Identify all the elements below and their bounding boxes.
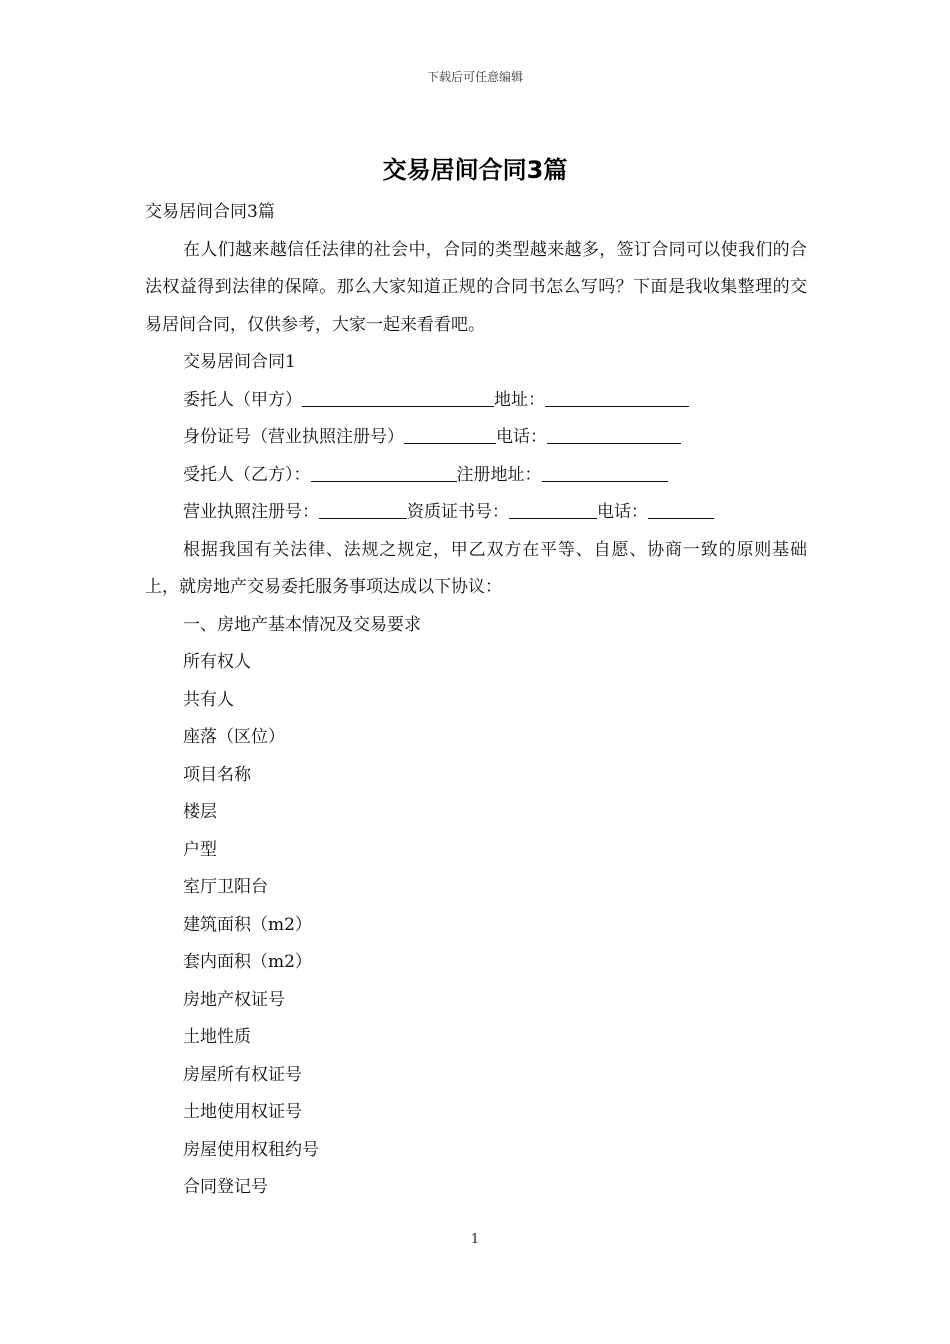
- document-body: [145, 194, 807, 1207]
- agent-line: [145, 457, 807, 495]
- client-address-blank: [545, 389, 689, 407]
- phone-label-1: 电话：: [496, 427, 547, 447]
- list-item: 楼层: [183, 802, 217, 822]
- agreement-paragraph: 根据我国有关法律、法规之规定，甲乙双方在平等、自愿、协商一致的原则基础上，就房地产交易委托服务事项达成以下协议：: [145, 539, 807, 597]
- list-item: 房屋所有权证号: [183, 1064, 302, 1085]
- list-item: 建筑面积（m2）: [183, 914, 312, 935]
- qual-blank: [509, 501, 597, 519]
- intro-paragraph: 在人们越来越信任法律的社会中，合同的类型越来越多，签订合同可以使我们的合法权益得到法律的保障。那么大家知道正规的合同书怎么写吗？下面是我收集整理的交易居间合同，仅供参考，大家一起来看看吧。: [145, 239, 807, 335]
- list-item: 土地性质: [183, 1027, 251, 1047]
- list-item: 室厅卫阳台: [183, 877, 268, 897]
- page-number: 1: [470, 1232, 480, 1247]
- phone-label-2: 电话：: [597, 502, 648, 522]
- section-heading: 一、房地产基本情况及交易要求: [183, 614, 421, 635]
- client-name-blank: [302, 389, 494, 407]
- list-item: 房地产权证号: [183, 989, 285, 1010]
- license-label: 营业执照注册号：: [183, 502, 319, 522]
- phone-blank-1: [547, 426, 681, 444]
- phone-blank-2: [648, 501, 714, 519]
- id-line: [145, 419, 807, 457]
- document-title: 交易居间合同3篇: [382, 156, 568, 184]
- list-item: 座落（区位）: [183, 727, 285, 747]
- contract-heading: 交易居间合同1: [183, 352, 296, 372]
- license-line: [145, 494, 807, 532]
- list-item: 所有权人: [183, 652, 251, 672]
- list-item: 土地使用权证号: [183, 1102, 302, 1122]
- id-label: 身份证号（营业执照注册号）: [183, 427, 404, 447]
- list-item: 项目名称: [183, 764, 251, 785]
- client-address-label: 地址：: [494, 389, 545, 410]
- list-item: 房屋使用权租约号: [183, 1139, 319, 1160]
- agent-label: 受托人（乙方）：: [183, 464, 311, 485]
- list-item: 合同登记号: [183, 1177, 268, 1197]
- header-note: 下载后可任意编辑: [426, 70, 523, 84]
- agent-name-blank: [311, 464, 457, 482]
- client-line: [145, 382, 807, 420]
- client-label: 委托人（甲方）: [183, 389, 302, 410]
- list-item: 套内面积（m2）: [183, 952, 312, 972]
- id-number-blank: [404, 426, 496, 444]
- reg-address-label: 注册地址：: [456, 464, 542, 485]
- license-blank: [319, 501, 407, 519]
- list-item: 户型: [183, 839, 217, 860]
- qual-label: 资质证书号：: [407, 502, 509, 522]
- subtitle-line: 交易居间合同3篇: [145, 202, 275, 222]
- list-item: 共有人: [183, 689, 234, 710]
- reg-address-blank: [542, 464, 668, 482]
